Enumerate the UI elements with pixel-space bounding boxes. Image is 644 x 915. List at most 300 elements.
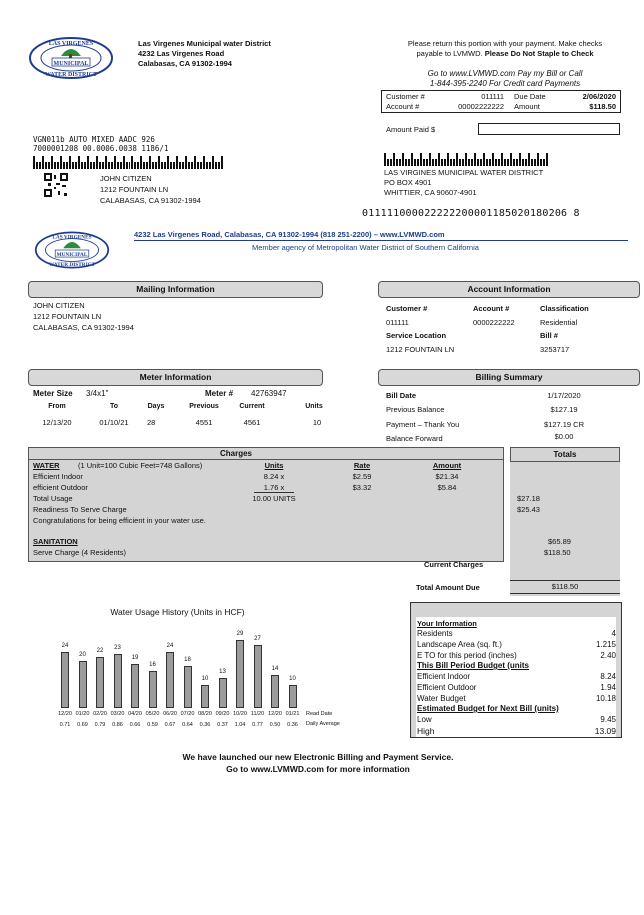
barcode-bar bbox=[51, 156, 53, 169]
barcode-bar bbox=[429, 153, 431, 166]
customer-number: 011111 bbox=[481, 92, 504, 101]
barcode-bar bbox=[182, 162, 184, 169]
mailing-city: CALABASAS, CA 91302-1994 bbox=[33, 323, 134, 332]
barcode-bar bbox=[534, 159, 536, 166]
mailing-name: JOHN CITIZEN bbox=[33, 301, 85, 310]
barcode-bar bbox=[420, 153, 422, 166]
barcode-bar bbox=[96, 156, 98, 169]
indoor-units: 8.24 x bbox=[263, 472, 285, 481]
barcode-bar bbox=[495, 159, 497, 166]
usage-bar-value: 13 bbox=[219, 668, 226, 675]
payto-name: LAS VIRGINES MUNICIPAL WATER DISTRICT bbox=[384, 168, 544, 177]
return-barcode bbox=[384, 153, 549, 166]
barcode-bar bbox=[155, 162, 157, 169]
barcode-bar bbox=[221, 156, 223, 169]
barcode-bar bbox=[540, 159, 542, 166]
account-info-header: Account Information bbox=[378, 281, 640, 298]
barcode-bar bbox=[450, 159, 452, 166]
barcode-bar bbox=[176, 156, 178, 169]
barcode-bar bbox=[492, 153, 494, 166]
payment-amount: $127.19 CR bbox=[543, 420, 585, 429]
total-usage-units: 10.00 UNITS bbox=[252, 494, 296, 503]
prev-balance: $127.19 bbox=[550, 405, 578, 414]
usage-bar bbox=[131, 664, 139, 708]
bill-date-label: Bill Date bbox=[386, 391, 417, 400]
acct-account-header: Account # bbox=[473, 304, 510, 313]
barcode-bar bbox=[432, 159, 434, 166]
account-number: 00002222222 bbox=[458, 102, 504, 111]
total-usage-label: Total Usage bbox=[33, 494, 73, 503]
total-usage-total: $27.18 bbox=[517, 494, 540, 503]
usage-bar-value: 19 bbox=[131, 654, 139, 661]
serve-charge-label: Serve Charge (4 Residents) bbox=[33, 548, 126, 557]
usage-bar bbox=[236, 640, 244, 708]
budget-indoor-value: 8.24 bbox=[600, 672, 616, 681]
usage-bar-value: 20 bbox=[79, 652, 86, 659]
postal-barcode bbox=[33, 156, 223, 169]
water-note: (1 Unit=100 Cubic Feet=748 Gallons) bbox=[78, 461, 203, 470]
barcode-bar bbox=[471, 159, 473, 166]
district-logo bbox=[28, 36, 114, 80]
usage-bar-value: 23 bbox=[114, 645, 121, 652]
outdoor-units: 1.76 x bbox=[254, 483, 294, 493]
usage-bar-value: 24 bbox=[166, 643, 174, 649]
usage-bar-value: 29 bbox=[236, 631, 244, 638]
usage-bar bbox=[79, 661, 87, 708]
acct-bill-header: Bill # bbox=[540, 331, 558, 340]
barcode-bar bbox=[510, 153, 512, 166]
barcode-bar bbox=[90, 162, 92, 169]
barcode-bar bbox=[423, 159, 425, 166]
chart-title: Water Usage History (Units in HCF) bbox=[110, 607, 245, 617]
member-agency: Member agency of Metropolitan Water District of Southern California bbox=[252, 243, 479, 252]
indoor-amount: $21.34 bbox=[435, 472, 459, 481]
usage-bar bbox=[61, 652, 69, 708]
barcode-bar bbox=[546, 153, 548, 166]
daily-average-label: 0.69 bbox=[77, 722, 88, 728]
barcode-bar bbox=[462, 159, 464, 166]
barcode-bar bbox=[477, 159, 479, 166]
barcode-bar bbox=[117, 162, 119, 169]
usage-bar bbox=[219, 678, 227, 708]
barcode-bar bbox=[203, 156, 205, 169]
mailer-address bbox=[100, 173, 201, 206]
meter-curr-header: Current bbox=[239, 403, 265, 410]
barcode-bar bbox=[45, 162, 47, 169]
read-date-label: 07/20 bbox=[180, 711, 195, 717]
barcode-bar bbox=[158, 156, 160, 169]
district-address bbox=[138, 39, 271, 69]
water-budget-label: Water Budget bbox=[417, 694, 466, 703]
mailer-code-1: VGN011b AUTO MIXED AADC 926 bbox=[33, 135, 155, 144]
barcode-bar bbox=[84, 162, 86, 169]
daily-average-label: 1.04 bbox=[234, 722, 246, 728]
outdoor-label: efficient Outdoor bbox=[33, 483, 88, 492]
barcode-bar bbox=[93, 162, 95, 169]
your-info-title: Your Information bbox=[417, 619, 477, 628]
barcode-bar bbox=[447, 153, 449, 166]
daily-average-row-label: Daily Average bbox=[306, 721, 340, 727]
barcode-bar bbox=[399, 159, 401, 166]
barcode-bar bbox=[468, 159, 470, 166]
rate-header: Rate bbox=[353, 461, 371, 470]
acct-service-header: Service Location bbox=[386, 331, 447, 340]
barcode-bar bbox=[137, 162, 139, 169]
outdoor-amount: $5.84 bbox=[437, 483, 457, 492]
read-date-label: 01/21 bbox=[285, 711, 300, 717]
totals-column bbox=[510, 462, 620, 596]
read-date-label: 05/20 bbox=[145, 711, 160, 717]
payto-box: PO BOX 4901 bbox=[384, 178, 432, 187]
barcode-bar bbox=[444, 159, 446, 166]
barcode-bar bbox=[81, 162, 83, 169]
barcode-bar bbox=[179, 162, 181, 169]
mailing-info bbox=[33, 300, 134, 333]
amount-paid-label: Amount Paid $ bbox=[386, 125, 436, 134]
barcode-bar bbox=[161, 162, 163, 169]
budget-outdoor-label: Efficient Outdoor bbox=[417, 683, 477, 692]
barcode-bar bbox=[411, 153, 413, 166]
mailing-info-header: Mailing Information bbox=[28, 281, 323, 298]
barcode-bar bbox=[441, 159, 443, 166]
barcode-bar bbox=[516, 159, 518, 166]
meter-curr: 4561 bbox=[243, 418, 261, 427]
residents-value: 4 bbox=[611, 629, 616, 638]
remit-instructions bbox=[382, 39, 628, 59]
barcode-bar bbox=[522, 159, 524, 166]
low-label: Low bbox=[417, 715, 432, 724]
charges-header: Charges bbox=[219, 449, 252, 458]
barcode-bar bbox=[200, 162, 202, 169]
barcode-bar bbox=[528, 153, 530, 166]
barcode-bar bbox=[167, 156, 169, 169]
barcode-bar bbox=[390, 159, 392, 166]
barcode-bar bbox=[191, 162, 193, 169]
mailer-street: 1212 FOUNTAIN LN bbox=[100, 185, 169, 194]
barcode-bar bbox=[402, 153, 404, 166]
mailer-codes bbox=[33, 135, 168, 153]
barcode-bar bbox=[393, 153, 395, 166]
barcode-bar bbox=[218, 162, 220, 169]
rts-total: $25.43 bbox=[517, 505, 540, 514]
usage-bar bbox=[289, 685, 297, 708]
budget-indoor-label: Efficient Indoor bbox=[417, 672, 471, 681]
barcode-bar bbox=[140, 156, 142, 169]
landscape-value: 1.215 bbox=[595, 640, 616, 649]
usage-bar bbox=[166, 652, 174, 708]
barcode-bar bbox=[543, 159, 545, 166]
congrats-message: Congratulations for being efficient in your water use. bbox=[33, 516, 206, 525]
meter-num: 42763947 bbox=[251, 389, 287, 398]
acct-customer-header: Customer # bbox=[386, 304, 428, 313]
barcode-bar bbox=[501, 153, 503, 166]
prev-balance-label: Previous Balance bbox=[386, 405, 445, 414]
meter-days: 28 bbox=[147, 418, 156, 427]
payto-city: WHITTIER, CA 90607-4901 bbox=[384, 188, 477, 197]
rts-label: Readiness To Serve Charge bbox=[33, 505, 127, 514]
barcode-bar bbox=[483, 153, 485, 166]
barcode-bar bbox=[456, 153, 458, 166]
acct-account: 0000222222 bbox=[473, 318, 515, 327]
high-value: 13.09 bbox=[594, 726, 616, 736]
barcode-bar bbox=[185, 156, 187, 169]
barcode-bar bbox=[465, 153, 467, 166]
indoor-label: Efficient Indoor bbox=[33, 472, 83, 481]
barcode-bar bbox=[173, 162, 175, 169]
footer-line-1: We have launched our new Electronic Billing and Payment Service. bbox=[182, 752, 454, 762]
barcode-bar bbox=[102, 162, 104, 169]
barcode-bar bbox=[72, 162, 74, 169]
barcode-bar bbox=[384, 153, 386, 166]
balance-forward-label: Balance Forward bbox=[386, 434, 443, 443]
barcode-bar bbox=[426, 159, 428, 166]
svg-text:MUNICIPAL: MUNICIPAL bbox=[56, 252, 88, 259]
barcode-bar bbox=[489, 159, 491, 166]
usage-bar bbox=[149, 671, 157, 708]
daily-average-label: 0.86 bbox=[112, 722, 123, 728]
barcode-bar bbox=[111, 162, 113, 169]
meter-days-header: Days bbox=[147, 403, 165, 410]
read-date-row-label: Read Date bbox=[306, 711, 333, 717]
meter-to-header: To bbox=[109, 403, 119, 410]
barcode-bar bbox=[197, 162, 199, 169]
barcode-bar bbox=[120, 162, 122, 169]
landscape-label: Landscape Area (sq. ft.) bbox=[417, 640, 502, 649]
scan-line: 011111000022222200001185020180206 8 bbox=[362, 208, 580, 219]
barcode-bar bbox=[438, 153, 440, 166]
eto-label: E TO for this period (inches) bbox=[417, 651, 517, 660]
barcode-bar bbox=[170, 162, 172, 169]
estimated-budget-title: Estimated Budget for Next Bill (units) bbox=[417, 704, 559, 713]
read-date-label: 12/20 bbox=[58, 711, 72, 717]
barcode-bar bbox=[531, 159, 533, 166]
barcode-bar bbox=[206, 162, 208, 169]
svg-text:WATER DISTRICT: WATER DISTRICT bbox=[44, 72, 98, 78]
barcode-bar bbox=[459, 159, 461, 166]
barcode-bar bbox=[405, 159, 407, 166]
svg-text:MUNICIPAL: MUNICIPAL bbox=[53, 61, 89, 67]
due-date-label: Due Date bbox=[514, 92, 546, 101]
district-city: Calabasas, CA 91302-1994 bbox=[138, 59, 232, 68]
pay-instructions bbox=[382, 69, 628, 89]
meter-from: 12/13/20 bbox=[42, 418, 72, 427]
acct-service: 1212 FOUNTAIN LN bbox=[386, 345, 455, 354]
mailer-city: CALABASAS, CA 91302-1994 bbox=[100, 196, 201, 205]
barcode-bar bbox=[435, 159, 437, 166]
usage-bar-value: 27 bbox=[254, 636, 261, 642]
read-date-label: 10/20 bbox=[233, 711, 247, 717]
daily-average-label: 0.79 bbox=[94, 722, 106, 728]
barcode-bar bbox=[152, 162, 154, 169]
totals-header: Totals bbox=[510, 447, 620, 462]
mailer-name: JOHN CITIZEN bbox=[100, 174, 152, 183]
footer-line-2: Go to www.LVMWD.com for more information bbox=[226, 764, 410, 774]
footer-message bbox=[100, 751, 536, 775]
read-date-label: 01/20 bbox=[75, 711, 90, 717]
sanitation-total: $65.89 bbox=[548, 537, 571, 546]
pay-line-1: Go to www.LVMWD.com Pay my Bill or Call bbox=[427, 69, 583, 78]
remit-line-1: Please return this portion with your payment. Make checks bbox=[407, 39, 603, 48]
meter-size: 3/4x1" bbox=[86, 389, 109, 398]
barcode-bar bbox=[87, 156, 89, 169]
high-label: High bbox=[417, 726, 435, 736]
barcode-bar bbox=[75, 162, 77, 169]
barcode-bar bbox=[537, 153, 539, 166]
indoor-rate: $2.59 bbox=[352, 472, 372, 481]
meter-prev: 4551 bbox=[195, 418, 213, 427]
remit-line-2: payable to LVMWD. Please Do Not Staple to Check bbox=[416, 49, 594, 58]
read-date-label: 04/20 bbox=[128, 711, 142, 717]
barcode-bar bbox=[131, 156, 133, 169]
remit-summary-box bbox=[381, 90, 621, 113]
usage-bar bbox=[201, 685, 209, 708]
barcode-bar bbox=[33, 156, 35, 169]
acct-customer: 011111 bbox=[386, 318, 409, 327]
water-budget-value: 10.18 bbox=[595, 694, 616, 703]
barcode-bar bbox=[188, 162, 190, 169]
payto-address bbox=[384, 168, 543, 198]
barcode-bar bbox=[42, 156, 44, 169]
barcode-bar bbox=[39, 162, 41, 169]
usage-bar bbox=[114, 654, 122, 708]
daily-average-label: 0.37 bbox=[217, 722, 228, 728]
budget-outdoor-value: 1.94 bbox=[600, 683, 616, 692]
payment-label: Payment – Thank You bbox=[386, 420, 460, 429]
usage-bar-value: 16 bbox=[149, 661, 156, 668]
outdoor-rate: $3.32 bbox=[352, 483, 372, 492]
meter-size-label: Meter Size bbox=[33, 389, 73, 398]
svg-text:LAS VIRGENES: LAS VIRGENES bbox=[48, 41, 94, 47]
current-charges-total: $118.50 bbox=[544, 548, 571, 557]
barcode-bar bbox=[417, 159, 419, 166]
barcode-bar bbox=[54, 162, 56, 169]
barcode-bar bbox=[146, 162, 148, 169]
usage-bar-value: 22 bbox=[96, 647, 104, 654]
barcode-bar bbox=[149, 156, 151, 169]
residents-label: Residents bbox=[417, 629, 453, 638]
daily-average-label: 0.64 bbox=[182, 722, 193, 728]
barcode-bar bbox=[57, 162, 59, 169]
barcode-bar bbox=[396, 159, 398, 166]
low-value: 9.45 bbox=[600, 715, 616, 724]
usage-bar-value: 10 bbox=[201, 675, 209, 682]
daily-average-label: 0.59 bbox=[147, 722, 158, 728]
barcode-bar bbox=[504, 159, 506, 166]
total-due-label: Total Amount Due bbox=[416, 583, 480, 592]
amount-due: $118.50 bbox=[589, 102, 616, 111]
barcode-bar bbox=[66, 162, 68, 169]
barcode-bar bbox=[108, 162, 110, 169]
read-date-label: 11/20 bbox=[250, 711, 265, 717]
usage-bar-value: 24 bbox=[61, 643, 69, 649]
barcode-bar bbox=[215, 162, 217, 169]
barcode-bar bbox=[114, 156, 116, 169]
district-street: 4232 Las Virgenes Road bbox=[138, 49, 225, 58]
charges-divider bbox=[28, 459, 504, 460]
barcode-bar bbox=[408, 159, 410, 166]
barcode-bar bbox=[474, 153, 476, 166]
meter-to: 01/10/21 bbox=[99, 418, 129, 427]
meter-num-label: Meter # bbox=[205, 389, 234, 398]
balance-forward: $0.00 bbox=[554, 432, 574, 441]
read-date-label: 09/20 bbox=[215, 711, 230, 717]
mailing-street: 1212 FOUNTAIN LN bbox=[33, 312, 102, 321]
barcode-bar bbox=[525, 159, 527, 166]
budget-title: This Bill Period Budget (units bbox=[417, 661, 529, 670]
usage-bar bbox=[271, 675, 279, 708]
district-name: Las Virgenes Municipal water District bbox=[138, 39, 271, 48]
read-date-label: 02/20 bbox=[93, 711, 107, 717]
usage-bar-value: 14 bbox=[271, 666, 279, 673]
barcode-bar bbox=[498, 159, 500, 166]
district-logo-2 bbox=[34, 230, 110, 270]
usage-bar-value: 10 bbox=[289, 675, 296, 682]
customer-label: Customer # bbox=[386, 92, 425, 101]
bill-date: 1/17/2020 bbox=[547, 391, 581, 400]
current-charges-label: Current Charges bbox=[424, 560, 484, 569]
billing-summary-header: Billing Summary bbox=[378, 369, 640, 386]
acct-class: Residential bbox=[540, 318, 578, 327]
barcode-bar bbox=[126, 162, 128, 169]
units-header: Units bbox=[264, 461, 284, 470]
meter-units: 10 bbox=[312, 418, 322, 427]
barcode-bar bbox=[99, 162, 101, 169]
barcode-bar bbox=[519, 153, 521, 166]
read-date-label: 08/20 bbox=[198, 711, 212, 717]
pay-line-2: 1-844-395-2240 For Credit card Payments bbox=[429, 79, 581, 88]
total-due: $118.50 bbox=[510, 580, 620, 594]
usage-bar bbox=[96, 657, 104, 708]
barcode-bar bbox=[414, 159, 416, 166]
barcode-bar bbox=[164, 162, 166, 169]
barcode-bar bbox=[453, 159, 455, 166]
barcode-bar bbox=[143, 162, 145, 169]
mailer-code-2: 7000001208 00.0006.0038 1186/1 bbox=[33, 144, 169, 153]
usage-bar bbox=[184, 666, 192, 708]
amount-label: Amount bbox=[514, 102, 540, 111]
barcode-bar bbox=[78, 156, 80, 169]
usage-bar-value: 18 bbox=[184, 657, 191, 663]
barcode-bar bbox=[105, 156, 107, 169]
meter-prev-header: Previous bbox=[189, 403, 219, 410]
qr-code bbox=[44, 173, 68, 197]
amount-header: Amount bbox=[432, 461, 462, 470]
water-label: WATER bbox=[33, 461, 60, 470]
barcode-bar bbox=[36, 162, 38, 169]
barcode-bar bbox=[194, 156, 196, 169]
daily-average-label: 0.77 bbox=[252, 722, 263, 728]
read-date-label: 06/20 bbox=[163, 711, 177, 717]
usage-bar bbox=[254, 645, 262, 708]
barcode-bar bbox=[69, 156, 71, 169]
meter-units-header: Units bbox=[305, 403, 323, 410]
barcode-bar bbox=[387, 159, 389, 166]
barcode-bar bbox=[134, 162, 136, 169]
amount-paid-field[interactable] bbox=[478, 123, 620, 135]
read-date-label: 03/20 bbox=[110, 711, 125, 717]
header-address: 4232 Las Virgenes Road, Calabasas, CA 91302-1994 (818 251-2200) – www.LVMWD.com bbox=[134, 230, 628, 241]
barcode-bar bbox=[486, 159, 488, 166]
daily-average-label: 0.66 bbox=[129, 722, 141, 728]
barcode-bar bbox=[60, 156, 62, 169]
account-label: Account # bbox=[386, 102, 420, 111]
barcode-bar bbox=[507, 159, 509, 166]
daily-average-label: 0.50 bbox=[269, 722, 281, 728]
barcode-bar bbox=[48, 162, 50, 169]
due-date: 2/06/2020 bbox=[582, 92, 616, 101]
meter-info-header: Meter Information bbox=[28, 369, 323, 386]
barcode-bar bbox=[123, 156, 125, 169]
